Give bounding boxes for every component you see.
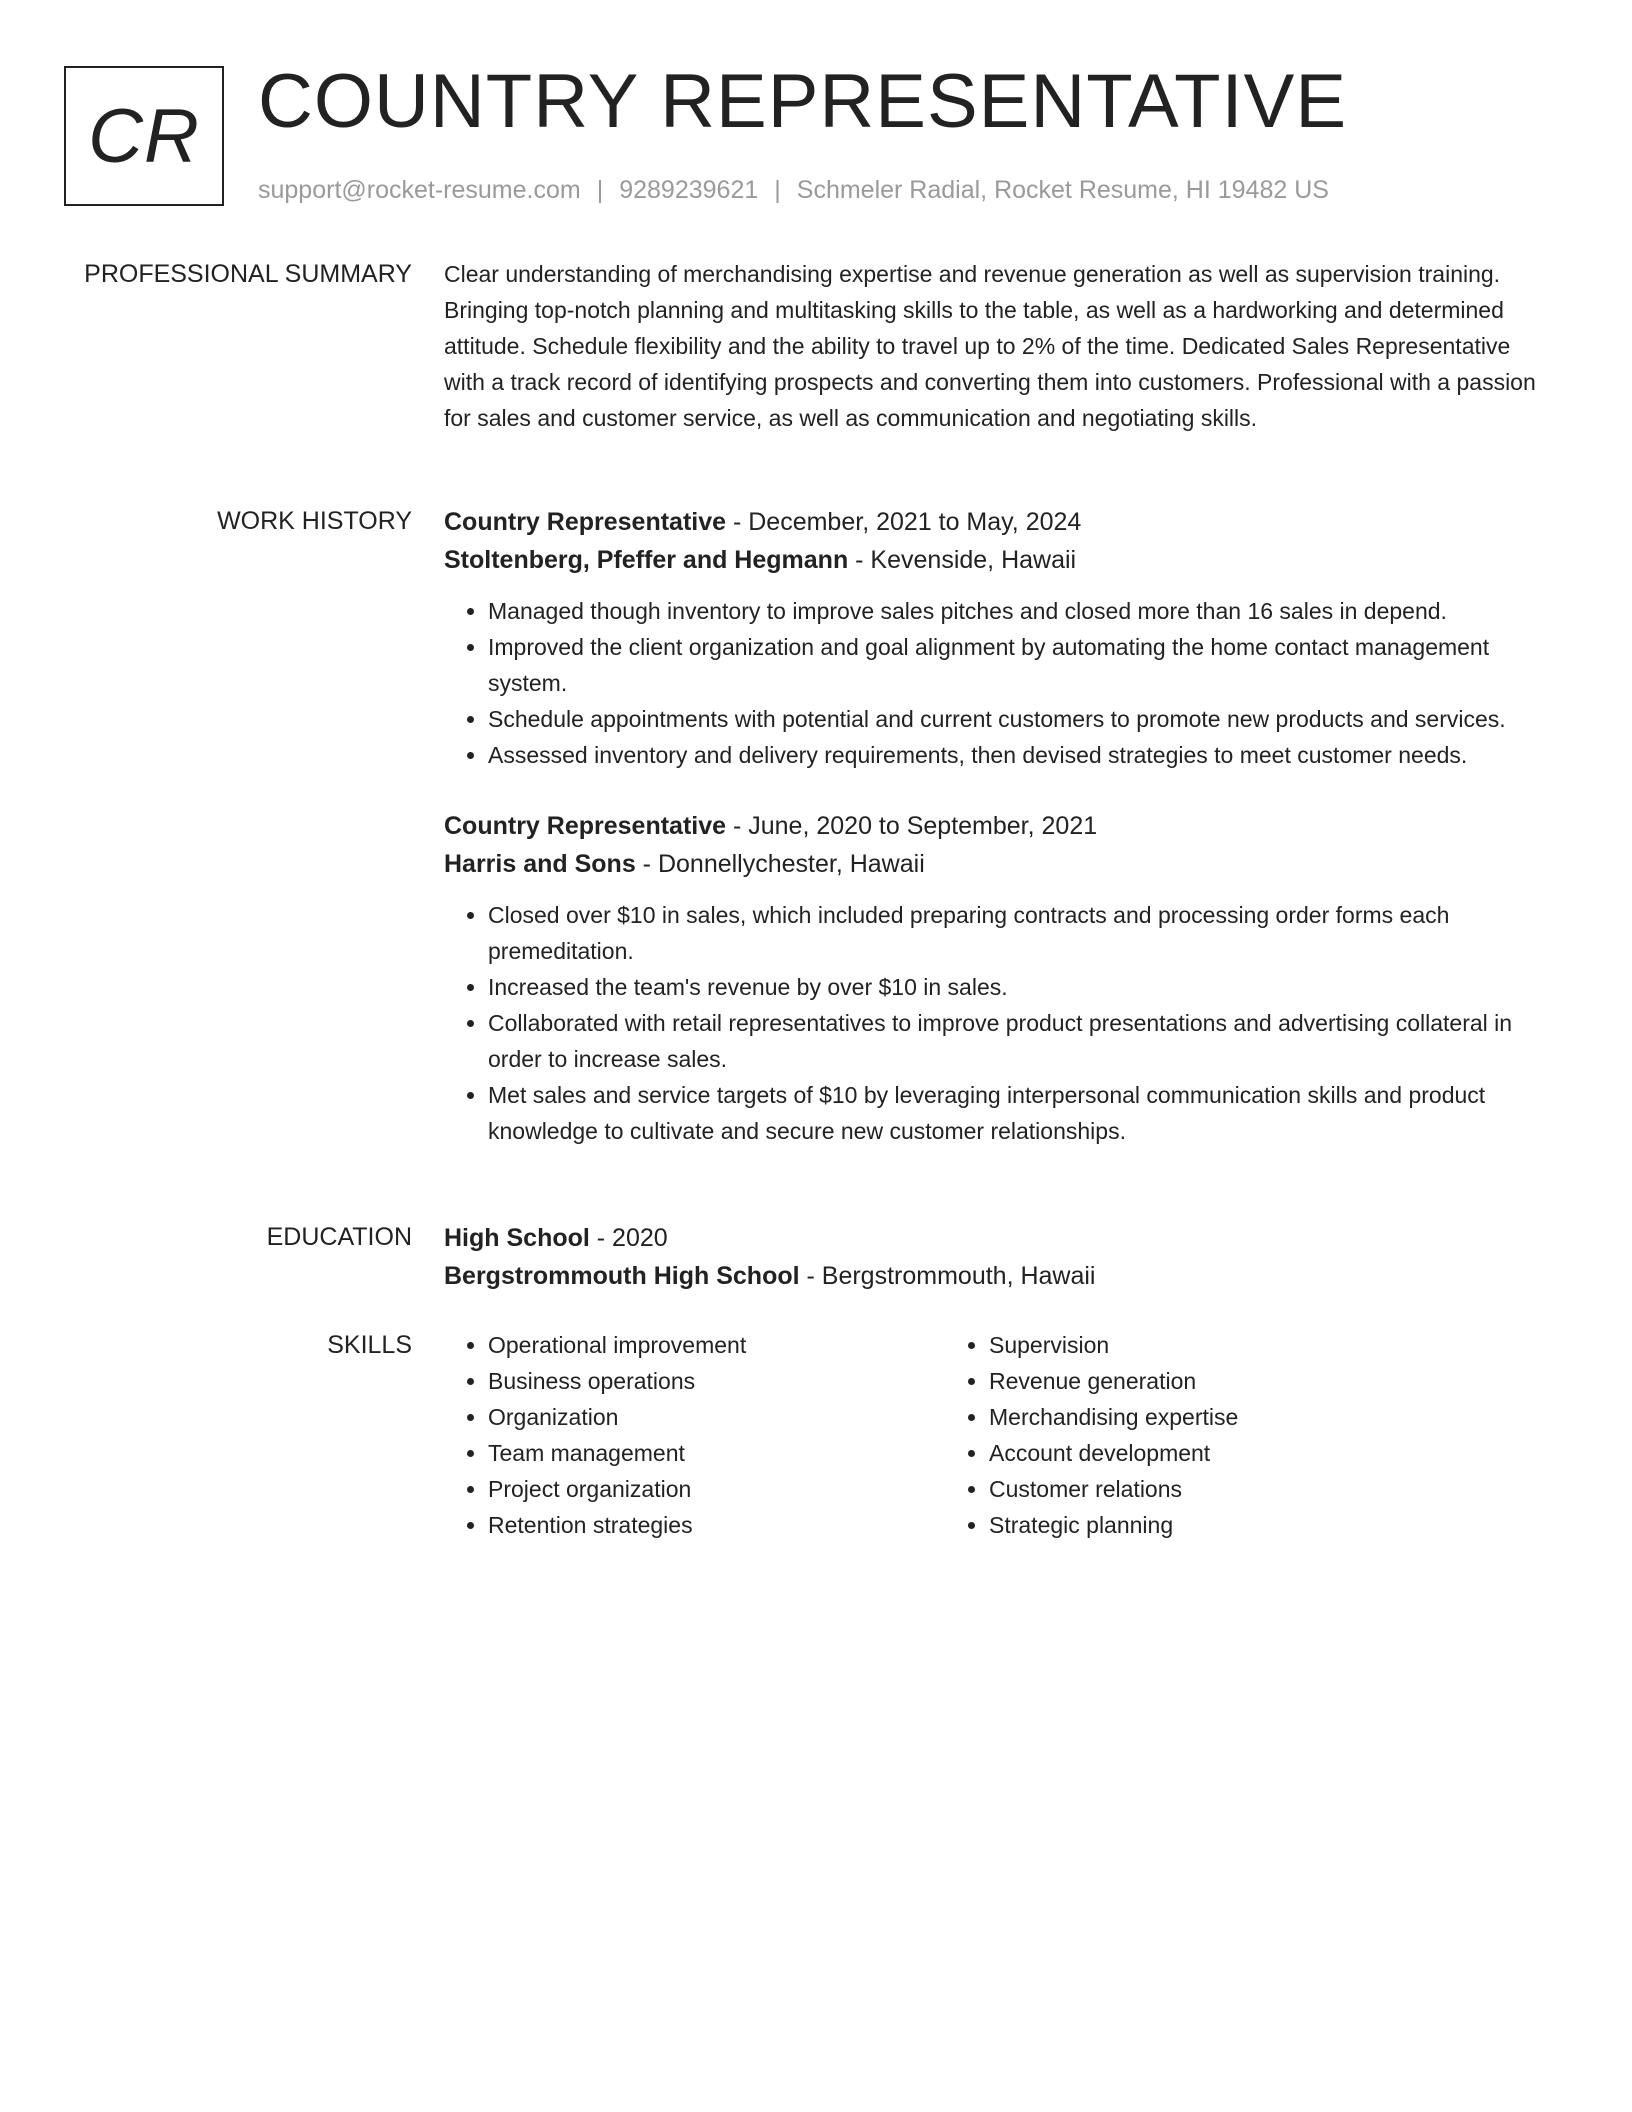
- job-bullet: • Assessed inventory and delivery requirements, then devised strategies to meet customer needs.: [488, 737, 1556, 773]
- work-history-body: [444, 503, 1556, 1183]
- job-company: Harris and Sons: [444, 850, 636, 878]
- contact-phone: 9289239621: [619, 176, 759, 204]
- skill-item: • Retention strategies: [488, 1507, 945, 1543]
- skill-item: • Supervision: [989, 1327, 1446, 1363]
- job-bullet-list: [444, 593, 1556, 773]
- education-school-line: [444, 1257, 1556, 1295]
- job-dates: - December, 2021 to May, 2024: [726, 508, 1082, 536]
- education-degree-line: [444, 1219, 1556, 1257]
- skill-item: • Organization: [488, 1399, 945, 1435]
- skills-list-left: [444, 1327, 945, 1543]
- job-title-line: [444, 807, 1556, 845]
- job-bullet: • Managed though inventory to improve sales pitches and closed more than 16 sales in depend.: [488, 593, 1556, 629]
- job-bullet-list: [444, 897, 1556, 1149]
- contact-address: Schmeler Radial, Rocket Resume, HI 19482 US: [796, 176, 1329, 204]
- skill-item: • Team management: [488, 1435, 945, 1471]
- job-dates: - June, 2020 to September, 2021: [726, 812, 1098, 840]
- education-school: Bergstrommouth High School: [444, 1262, 800, 1290]
- job-title-line: [444, 503, 1556, 541]
- job-title: Country Representative: [444, 812, 727, 840]
- skills-list-right: [945, 1327, 1446, 1543]
- job-bullet: • Met sales and service targets of $10 by leveraging interpersonal communication skills and product knowledge to cultivate and secure new customer relationships.: [488, 1077, 1556, 1149]
- skill-item: • Strategic planning: [989, 1507, 1446, 1543]
- job-bullet: • Closed over $10 in sales, which included preparing contracts and processing order forms each premeditation.: [488, 897, 1556, 969]
- contact-email: support@rocket-resume.com: [258, 176, 581, 204]
- job-company-line: [444, 845, 1556, 883]
- skills-body: [444, 1327, 1556, 1543]
- skill-item: • Business operations: [488, 1363, 945, 1399]
- summary-body: [444, 256, 1556, 436]
- job-location: - Donnellychester, Hawaii: [635, 850, 925, 878]
- job-entry: [444, 807, 1556, 1149]
- education-year: - 2020: [589, 1224, 668, 1252]
- contact-separator: |: [774, 176, 781, 204]
- skill-item: • Account development: [989, 1435, 1446, 1471]
- skill-item: • Revenue generation: [989, 1363, 1446, 1399]
- job-title: Country Representative: [444, 508, 727, 536]
- section-label-summary: PROFESSIONAL SUMMARY: [84, 260, 412, 288]
- job-bullet: • Increased the team's revenue by over $10 in sales.: [488, 969, 1556, 1005]
- resume-title: COUNTRY REPRESENTATIVE: [258, 59, 1348, 144]
- job-bullet: • Schedule appointments with potential and current customers to promote new products and services.: [488, 701, 1556, 737]
- education-body: [444, 1219, 1556, 1295]
- contact-separator: |: [596, 176, 604, 204]
- skill-item: • Project organization: [488, 1471, 945, 1507]
- section-label-education: EDUCATION: [266, 1223, 412, 1251]
- job-bullet: • Improved the client organization and goal alignment by automating the home contact management system.: [488, 629, 1556, 701]
- monogram-badge: [64, 66, 224, 206]
- job-company-line: [444, 541, 1556, 579]
- section-label-work: WORK HISTORY: [217, 507, 412, 535]
- job-location: - Kevenside, Hawaii: [848, 546, 1077, 574]
- job-entry: [444, 503, 1556, 773]
- skill-item: • Merchandising expertise: [989, 1399, 1446, 1435]
- skill-item: • Customer relations: [989, 1471, 1446, 1507]
- skills-columns: [444, 1327, 1556, 1543]
- contact-line: [258, 172, 1329, 208]
- education-location: - Bergstrommouth, Hawaii: [799, 1262, 1096, 1290]
- summary-text: Clear understanding of merchandising expertise and revenue generation as well as supervision training. Bringing top-notch planning and multitasking skills to the table, as well as a hardworking and determined attitude. Schedule flexibility and the ability to travel up to 2% of the time. Dedicated Sales Representative with a track record of identifying prospects and converting them into customers. Professional with a passion for sales and customer service, as well as communication and negotiating skills.: [444, 261, 1536, 431]
- skill-item: • Operational improvement: [488, 1327, 945, 1363]
- monogram-initials: CR: [88, 93, 200, 179]
- job-bullet: • Collaborated with retail representatives to improve product presentations and advertising collateral in order to increase sales.: [488, 1005, 1556, 1077]
- section-label-skills: SKILLS: [327, 1331, 412, 1359]
- education-degree: High School: [444, 1224, 590, 1252]
- job-company: Stoltenberg, Pfeffer and Hegmann: [444, 546, 849, 574]
